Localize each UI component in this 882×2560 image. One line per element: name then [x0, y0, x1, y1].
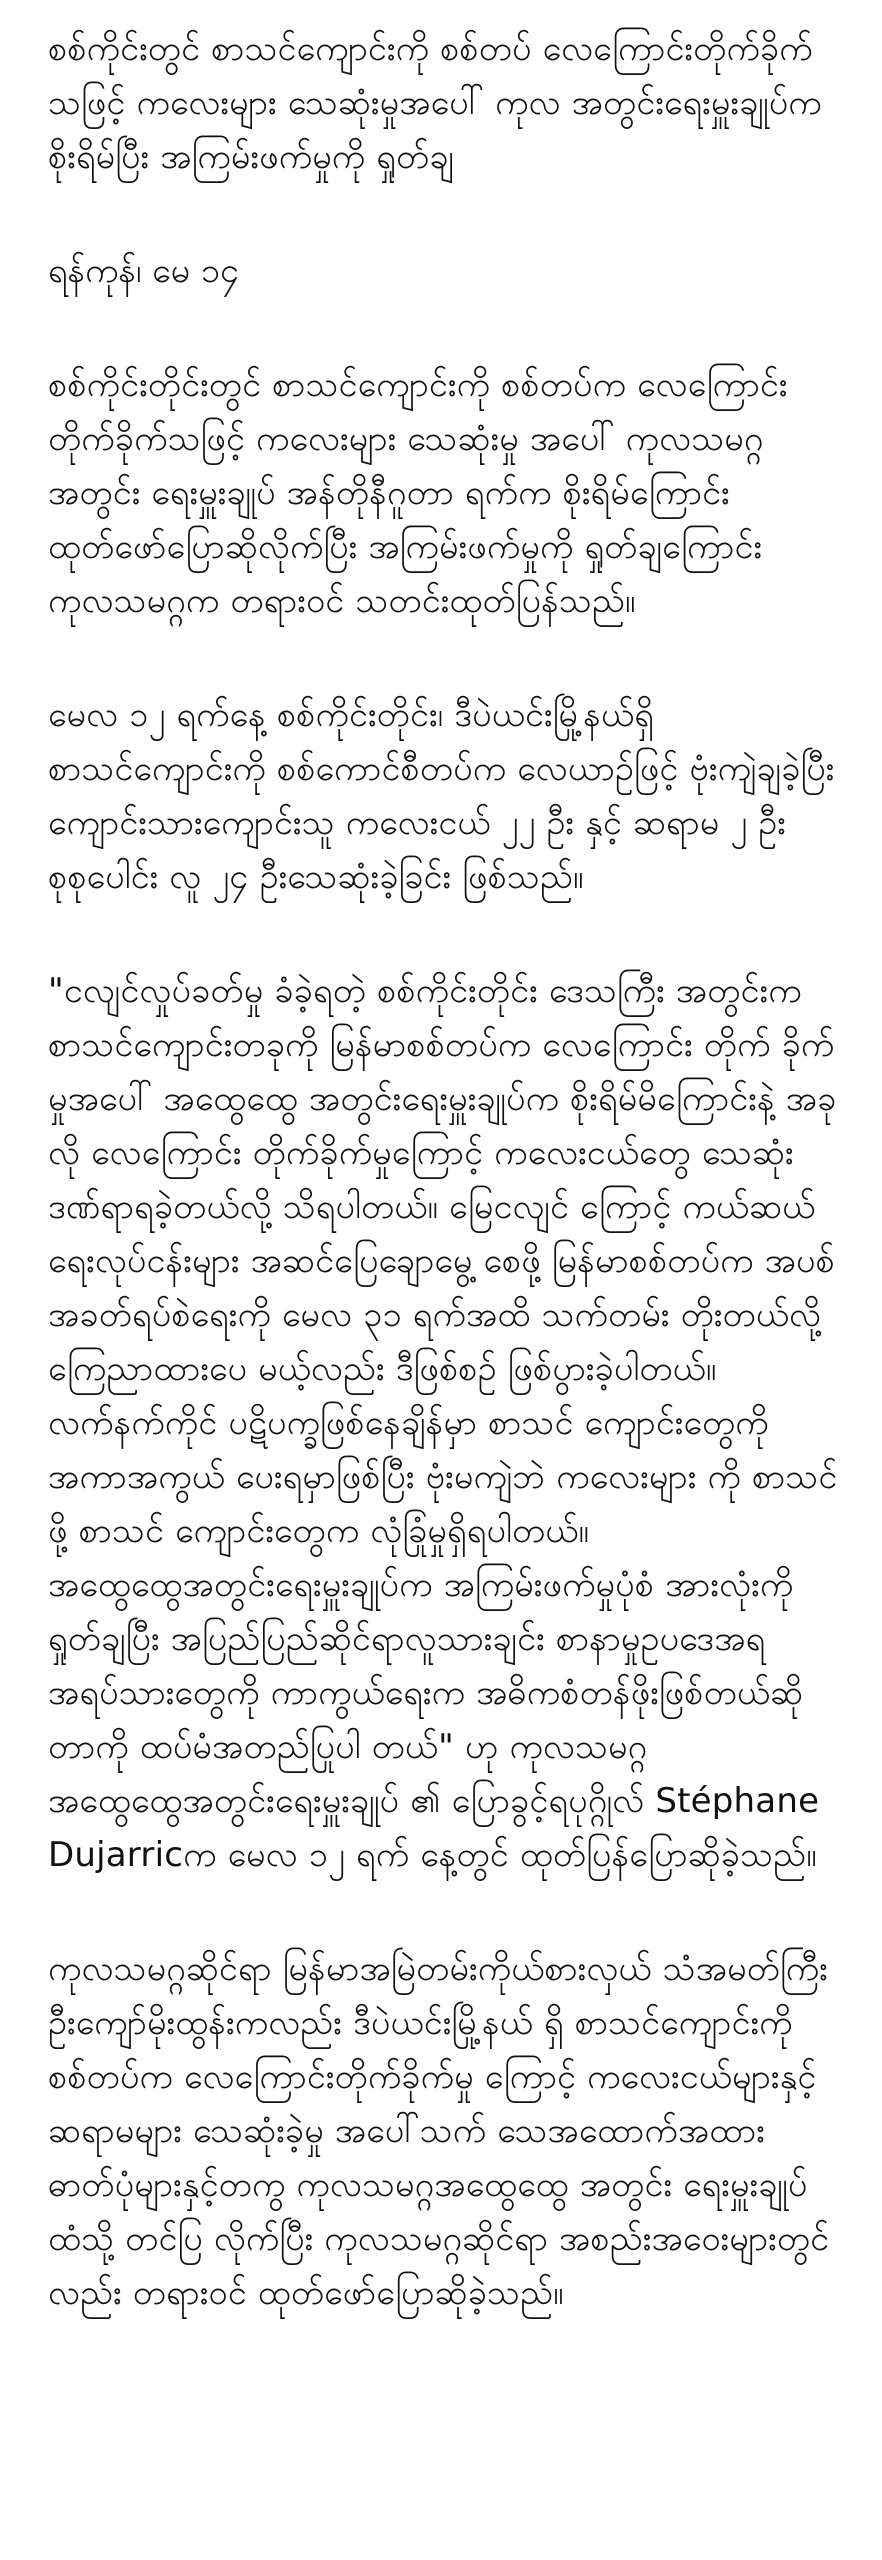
article-paragraph-1: စစ်ကိုင်းတိုင်းတွင် စာသင်ကျောင်းကို စစ်တပ်က လေကြောင်းတိုက်ခိုက်သဖြင့် ကလေးများ သေဆုံးမှု အပေါ် ကုလသမဂ္ဂအတွင်း ရေးမှူးချုပ် အန်တိုနီဂူတာ ရက်က စိုးရိမ်ကြောင်း ထုတ်ဖော်ပြောဆိုလိုက်ပြီး အကြမ်းဖက်မှုကို ရှုတ်ချကြောင်း ကုလသမဂ္ဂက တရားဝင် သတင်းထုတ်ပြန်သည်။ — [48, 365, 788, 621]
article-dateline: ရန်ကုန်၊ မေ ၁၄ — [48, 251, 240, 291]
article-paragraph-2: မေလ ၁၂ ရက်နေ့ စစ်ကိုင်းတိုင်း၊ ဒီပဲယင်းမြို့နယ်ရှိ စာသင်ကျောင်းကို စစ်ကောင်စီတပ်က လေယာဉ်ဖြင့် ဗုံးကျဲချခဲ့ပြီး ကျောင်းသားကျောင်းသူ ကလေးငယ် ၂၂ ဦး နှင့် ဆရာမ ၂ ဦး စုစုပေါင်း လူ ၂၄ ဦးသေဆုံးခဲ့ခြင်း ဖြစ်သည်။ — [48, 695, 835, 897]
article-headline: စစ်ကိုင်းတွင် စာသင်ကျောင်းကို စစ်တပ် လေကြောင်းတိုက်ခိုက်သဖြင့် ကလေးများ သေဆုံးမှုအပေါ် ကုလ အတွင်းရေးမှူးချုပ်က စိုးရိမ်ပြီး အကြမ်းဖက်မှုကို ရှုတ်ချ — [48, 29, 822, 177]
article-paragraph-4: ကုလသမဂ္ဂဆိုင်ရာ မြန်မာအမြဲတမ်းကိုယ်စားလှယ် သံအမတ်ကြီး ဦးကျော်မိုးထွန်းကလည်း ဒီပဲယင်းမြို့နယ် ရှိ စာသင်ကျောင်းကို စစ်တပ်က လေကြောင်းတိုက်ခိုက်မှု ကြောင့် ကလေးငယ်များနှင့် ဆရာမများ သေဆုံးခဲ့မှု အပေါ်သက် သေအထောက်အထား ဓာတ်ပုံများနှင့်တကွ ကုလသမဂ္ဂအထွေထွေ အတွင်း ရေးမှူးချုပ်ထံသို့ တင်ပြ လိုက်ပြီး ကုလသမဂ္ဂဆိုင်ရာ အစည်းအဝေးများတွင် လည်း တရားဝင် ထုတ်ဖော်ပြောဆိုခဲ့သည်။ — [48, 1949, 830, 2313]
article-paragraph-3: "ငလျင်လှုပ်ခတ်မှု ခံခဲ့ရတဲ့ စစ်ကိုင်းတိုင်း ဒေသကြီး အတွင်းက စာသင်ကျောင်းတခုကို မြန်မာစစ်တပ်က လေကြောင်း တိုက် ခိုက်မှုအပေါ် အထွေထွေ အတွင်းရေးမှူးချုပ်က စိုးရိမ်မိကြောင်းနဲ့ အခုလို လေကြောင်း တိုက်ခိုက်မှုကြောင့် ကလေးငယ်တွေ သေဆုံး ဒဏ်ရာရခဲ့တယ်လို့ သိရပါတယ်။ မြေငလျင် ကြောင့် ကယ်ဆယ်ရေးလုပ်ငန်းများ အဆင်ပြေချောမွေ့ စေဖို့ မြန်မာစစ်တပ်က အပစ်အခတ်ရပ်စဲရေးကို မေလ ၃၁ ရက်အထိ သက်တမ်း တိုးတယ်လို့ ကြေညာထားပေ မယ့်လည်း ဒီဖြစ်စဉ် ဖြစ်ပွားခဲ့ပါတယ်။ လက်နက်ကိုင် ပဋိပက္ခဖြစ်နေချိန်မှာ စာသင် ကျောင်းတွေကို အကာအကွယ် ပေးရမှာဖြစ်ပြီး ဗုံးမကျဲဘဲ ကလေးများ ကို စာသင်ဖို့ စာသင် ကျောင်းတွေက လုံခြုံမှုရှိရပါတယ်။ အထွေထွေအတွင်းရေးမှူးချုပ်က အကြမ်းဖက်မှုပုံစံ အားလုံးကို ရှုတ်ချပြီး အပြည်ပြည်ဆိုင်ရာလူသားချင်း စာနာမှုဥပဒေအရ အရပ်သားတွေကို ကာကွယ်ရေးက အဓိကစံတန်ဖိုးဖြစ်တယ်ဆိုတာကို ထပ်မံအတည်ပြုပါ တယ်" ဟု ကုလသမဂ္ဂအထွေထွေအတွင်းရေးမှူးချုပ် ၏ ပြောခွင့်ရပုဂ္ဂိုလ် Stéphane Dujarricက မေလ ၁၂ ရက် နေ့တွင် ထုတ်ပြန်ပြောဆိုခဲ့သည်။ — [48, 971, 838, 1875]
